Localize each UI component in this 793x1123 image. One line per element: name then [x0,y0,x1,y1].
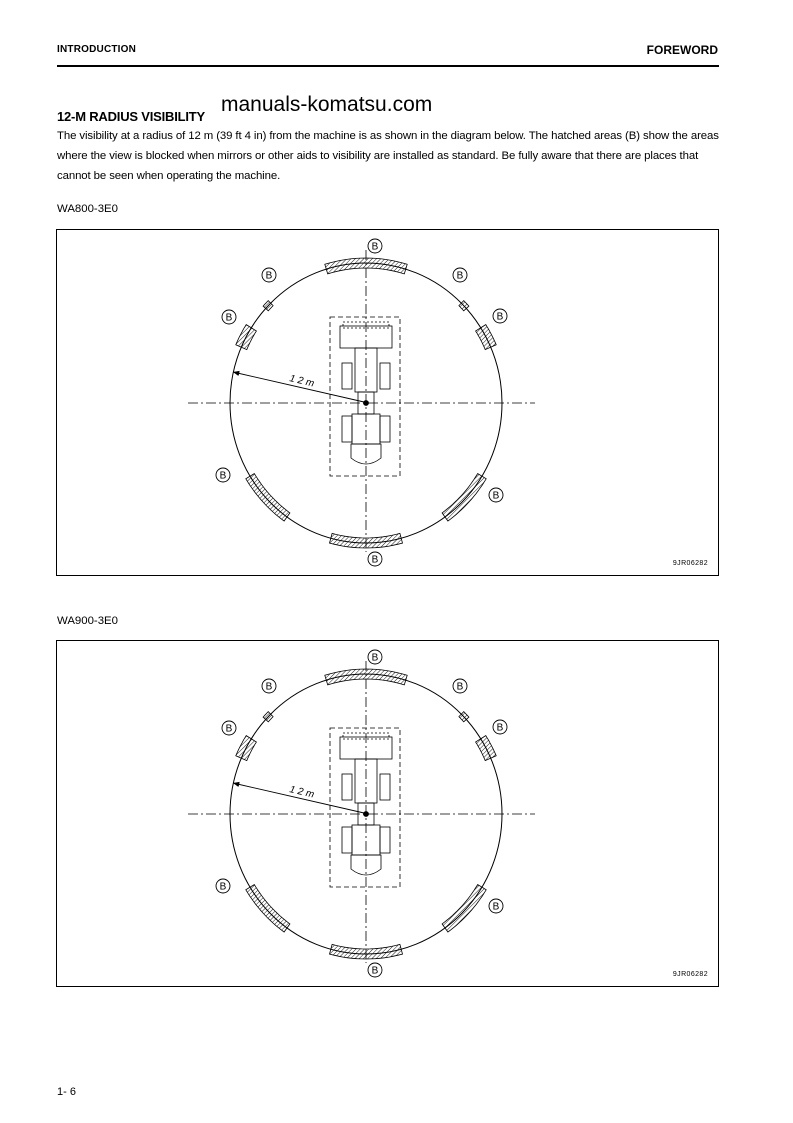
blocked-area-marker [216,468,230,482]
header-chapter-label: FOREWORD [646,43,718,57]
marker-letter: B [371,241,379,253]
marker-letter: B [265,681,273,693]
page-number: 1- 6 [57,1086,76,1098]
rear-right-tire [380,416,390,442]
blocked-view-area [476,736,497,761]
marker-letter: B [371,652,379,664]
marker-letter: B [371,554,379,566]
marker-letter: B [265,270,273,282]
blocked-view-area [442,885,486,933]
figure-1-frame [56,229,719,576]
blocked-area-marker [222,310,236,324]
rear-right-tire [380,827,390,853]
center-pivot [364,401,369,406]
blocked-view-area [442,474,486,522]
blocked-view-area [236,736,257,761]
figure-1-diagram [57,230,718,575]
blocked-area-marker [368,650,382,664]
rear-left-tire [342,827,352,853]
front-right-tire [380,774,390,800]
marker-letter: B [496,311,504,323]
marker-letter: B [492,490,500,502]
radius-label: 1 2 m [288,373,316,390]
figure-2-model-label: WA900-3E0 [57,615,118,627]
center-pivot [364,812,369,817]
marker-letter: B [456,681,464,693]
blocked-view-area [330,944,403,959]
marker-letter: B [371,965,379,977]
marker-letter: B [496,722,504,734]
section-title: 12-M RADIUS VISIBILITY [57,109,206,124]
blocked-area-marker [489,488,503,502]
blocked-area-marker [216,879,230,893]
front-left-tire [342,363,352,389]
marker-letter: B [456,270,464,282]
figure-2-frame [56,640,719,987]
front-left-tire [342,774,352,800]
blocked-area-marker [368,963,382,977]
figure-2-code: 9JR06282 [672,971,708,978]
blocked-area-marker [493,309,507,323]
front-right-tire [380,363,390,389]
watermark-text: manuals-komatsu.com [221,93,433,116]
blocked-area-marker [489,899,503,913]
blocked-area-marker [368,239,382,253]
blocked-area-marker [453,679,467,693]
marker-letter: B [219,470,227,482]
blocked-view-area [246,885,290,933]
blocked-view-area [476,325,497,350]
blocked-view-area [330,533,403,548]
blocked-area-marker [453,268,467,282]
blocked-area-marker [368,552,382,566]
marker-letter: B [225,723,233,735]
figure-1-code: 9JR06282 [672,560,708,567]
blocked-area-marker [222,721,236,735]
blocked-area-marker [262,679,276,693]
marker-letter: B [219,881,227,893]
header-section-label: INTRODUCTION [57,44,137,55]
figure-2-diagram [57,641,718,986]
blocked-view-area [246,474,290,522]
header-rule [57,65,719,67]
blocked-area-marker [493,720,507,734]
section-body: The visibility at a radius of 12 m (39 ft 4 in) from the machine is as shown in the diagram below. The hatched areas (B) show the areas where the view is blocked when mirrors or other aids to visibility are installed as standard. Be fully aware that there are places that cannot be seen when operating the machine. [57,130,719,182]
blocked-area-marker [262,268,276,282]
figure-1-model-label: WA800-3E0 [57,203,118,215]
rear-left-tire [342,416,352,442]
blocked-view-area [236,325,257,350]
marker-letter: B [492,901,500,913]
marker-letter: B [225,312,233,324]
radius-label: 1 2 m [288,784,316,801]
